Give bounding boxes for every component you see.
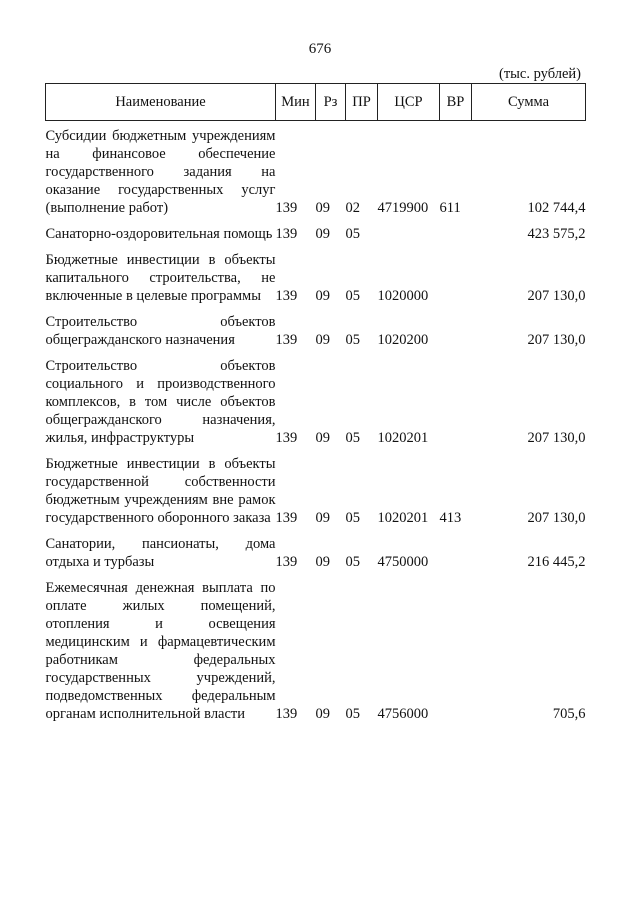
row-sum: 102 744,4 (527, 200, 586, 216)
row-vr (440, 575, 472, 727)
row-csr: 1020201 (377, 510, 429, 526)
row-min: 139 (275, 226, 298, 242)
row-csr: 4750000 (377, 554, 429, 570)
header-name: Наименование (46, 84, 276, 121)
row-csr: 4719900 (377, 200, 429, 216)
row-csr: 1020000 (377, 288, 429, 304)
page-number: 676 (308, 41, 332, 57)
row-sum: 216 445,2 (527, 554, 586, 570)
table-row (46, 121, 586, 222)
row-name: Бюджетные инвестиции в объекты капитального строительства, не включенные в целевые программы (45, 252, 276, 304)
row-vr (440, 221, 472, 247)
table-body (46, 121, 586, 728)
header-sum: Сумма (472, 84, 586, 121)
table-row (46, 309, 586, 353)
row-pr: 05 (345, 288, 360, 304)
row-pr: 05 (345, 706, 360, 722)
row-rz: 09 (315, 554, 330, 570)
row-rz: 09 (315, 226, 330, 242)
units-note: (тыс. рублей) (499, 66, 581, 82)
header-csr: ЦСР (378, 84, 440, 121)
row-pr: 05 (345, 226, 360, 242)
row-csr: 1020201 (377, 430, 429, 446)
row-rz: 09 (315, 706, 330, 722)
row-rz: 09 (315, 510, 330, 526)
row-vr (440, 309, 472, 353)
header-vr: ВР (440, 84, 472, 121)
table-row (46, 221, 586, 247)
row-min: 139 (275, 706, 298, 722)
row-name: Субсидии бюджетным учреждениям на финансовое обеспечение государственного задания на оказание государственных услуг (выполнение работ) (45, 128, 276, 216)
row-rz: 09 (315, 332, 330, 348)
row-rz: 09 (315, 200, 330, 216)
row-vr (440, 531, 472, 575)
header-min: Мин (276, 84, 316, 121)
row-min: 139 (275, 288, 298, 304)
row-sum: 705,6 (552, 706, 586, 722)
table-header (46, 84, 586, 121)
row-sum: 423 575,2 (527, 226, 586, 242)
row-name: Строительство объектов общегражданского назначения (45, 314, 276, 348)
row-sum: 207 130,0 (527, 510, 586, 526)
row-pr: 05 (345, 510, 360, 526)
row-name: Ежемесячная денежная выплата по оплате жилых помещений, отопления и освещения медицинским и фармацевтическим работникам федеральных государственных учреждений, подведомственных федеральным органам исполнительной власти (45, 580, 276, 722)
row-min: 139 (275, 332, 298, 348)
row-min: 139 (275, 554, 298, 570)
row-min: 139 (275, 430, 298, 446)
row-sum: 207 130,0 (527, 430, 586, 446)
table-row (46, 353, 586, 451)
row-csr: 4756000 (377, 706, 429, 722)
row-name: Строительство объектов социального и производственного комплексов, в том числе объектов общегражданского назначения, жилья, инфраструктуры (45, 358, 276, 446)
row-pr: 05 (345, 332, 360, 348)
row-rz: 09 (315, 288, 330, 304)
row-min: 139 (275, 200, 298, 216)
row-name: Санаторно-оздоровительная помощь (45, 226, 273, 242)
row-pr: 05 (345, 554, 360, 570)
table-row (46, 247, 586, 309)
header-rz: Рз (316, 84, 346, 121)
table-row (46, 451, 586, 531)
table-row (46, 575, 586, 727)
table-row (46, 531, 586, 575)
row-sum: 207 130,0 (527, 332, 586, 348)
row-rz: 09 (315, 430, 330, 446)
row-name: Санатории, пансионаты, дома отдыха и турбазы (45, 536, 276, 570)
row-name: Бюджетные инвестиции в объекты государственной собственности бюджетным учреждениям вне рамок государственного оборонного заказа (45, 456, 276, 526)
row-csr (378, 221, 440, 247)
row-vr: 413 (439, 510, 462, 526)
row-pr: 02 (345, 200, 360, 216)
budget-table (45, 83, 586, 727)
row-pr: 05 (345, 430, 360, 446)
row-vr: 611 (439, 200, 461, 216)
row-sum: 207 130,0 (527, 288, 586, 304)
row-vr (440, 247, 472, 309)
row-vr (440, 353, 472, 451)
row-min: 139 (275, 510, 298, 526)
row-csr: 1020200 (377, 332, 429, 348)
header-pr: ПР (346, 84, 378, 121)
